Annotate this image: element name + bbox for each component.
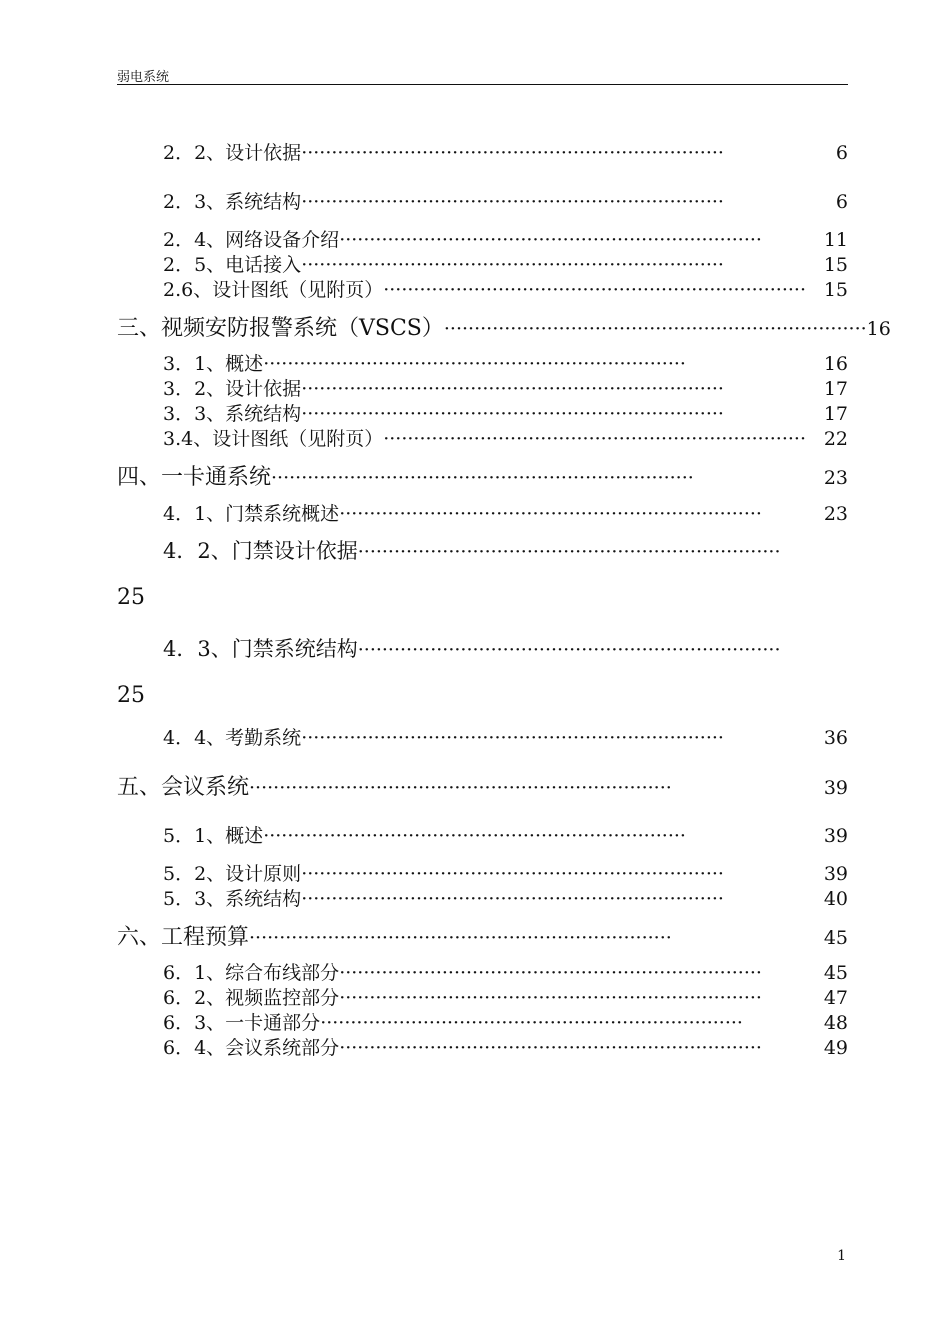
- toc-entry-3-2[interactable]: [163, 374, 848, 401]
- toc-leader-dots: ······································································: [383, 279, 806, 301]
- toc-entry-page: 6: [835, 142, 848, 164]
- toc-entry-chapter-5[interactable]: [117, 770, 848, 801]
- toc-entry-2-2[interactable]: [163, 138, 848, 165]
- toc-entry-6-3[interactable]: [163, 1008, 848, 1035]
- page-header: [117, 64, 848, 85]
- toc-entry-text: 六、工程预算: [117, 925, 250, 950]
- toc-entry-text: 2.6、设计图纸（见附页）: [163, 279, 384, 301]
- toc-leader-dots: ······································································: [249, 927, 672, 949]
- toc-leader-dots: ······································································: [339, 503, 762, 525]
- toc-entry-2-5[interactable]: [163, 250, 848, 277]
- toc-entry-page: 40: [823, 888, 848, 910]
- toc-entry-4-3[interactable]: [163, 633, 848, 663]
- toc-entry-text: 3．2、设计依据: [163, 378, 302, 400]
- toc-leader-dots: ······································································: [357, 541, 781, 563]
- toc-entry-page: 16: [866, 318, 891, 340]
- toc-entry-text: 6．2、视频监控部分: [163, 987, 340, 1009]
- toc-leader-dots: ······································································: [383, 428, 806, 450]
- toc-entry-chapter-6[interactable]: [117, 920, 848, 951]
- toc-entry-4-4[interactable]: [163, 723, 848, 750]
- toc-entry-5-1[interactable]: [163, 821, 848, 848]
- toc-entry-4-1[interactable]: [163, 499, 848, 526]
- toc-entry-2-6[interactable]: [163, 275, 848, 302]
- toc-entry-text: 四、一卡通系统: [117, 465, 272, 490]
- toc-entry-page: 45: [823, 962, 848, 984]
- toc-entry-6-1[interactable]: [163, 958, 848, 985]
- toc-entry-text: 2．3、系统结构: [163, 191, 302, 213]
- toc-leader-dots: ······································································: [271, 467, 694, 489]
- toc-entry-page: 6: [835, 191, 848, 213]
- toc-entry-5-2[interactable]: [163, 859, 848, 886]
- toc-entry-page: 23: [823, 503, 848, 525]
- toc-entry-text: 3．1、概述: [163, 353, 264, 375]
- toc-leader-dots: ······································································: [339, 987, 762, 1009]
- toc-entry-3-1[interactable]: [163, 349, 848, 376]
- toc-leader-dots: ······································································: [263, 825, 686, 847]
- toc-entry-page: 22: [823, 428, 848, 450]
- header-title: 弱电系统: [117, 70, 170, 85]
- toc-entry-page: 45: [823, 927, 848, 949]
- toc-leader-dots: ······································································: [263, 353, 686, 375]
- toc-leader-dots: ······································································: [320, 1012, 743, 1034]
- toc-entry-page: 23: [823, 467, 848, 489]
- toc-leader-dots: ······································································: [301, 142, 724, 164]
- toc-entry-text: 6．4、会议系统部分: [163, 1037, 340, 1059]
- toc-entry-6-4[interactable]: [163, 1033, 848, 1060]
- toc-entry-text: 5．3、系统结构: [163, 888, 302, 910]
- toc-entry-page: 15: [823, 254, 848, 276]
- page-number: 1: [837, 1248, 846, 1264]
- toc-entry-page: 16: [823, 353, 848, 375]
- toc-entry-page-wrapped: 25: [117, 683, 145, 708]
- toc-entry-page: 39: [823, 825, 848, 847]
- toc-entry-text: 4．1、门禁系统概述: [163, 503, 340, 525]
- toc-entry-page: 36: [823, 727, 848, 749]
- toc-entry-text: 五、会议系统: [117, 775, 250, 800]
- toc-entry-2-4[interactable]: [163, 225, 848, 252]
- toc-leader-dots: ······································································: [301, 191, 724, 213]
- toc-entry-chapter-4[interactable]: [117, 460, 848, 491]
- toc-entry-page: 39: [823, 863, 848, 885]
- toc-leader-dots: ······································································: [339, 229, 762, 251]
- toc-leader-dots: ······································································: [301, 888, 724, 910]
- toc-entry-text: 4．4、考勤系统: [163, 727, 302, 749]
- toc-leader-dots: ······································································: [301, 863, 724, 885]
- toc-leader-dots: ······································································: [301, 378, 724, 400]
- toc-entry-text: 2．4、网络设备介绍: [163, 229, 340, 251]
- toc-entry-6-2[interactable]: [163, 983, 848, 1010]
- toc-entry-page: 15: [823, 279, 848, 301]
- toc-entry-text: 三、视频安防报警系统（VSCS）: [117, 316, 444, 341]
- toc-leader-dots: ······································································: [443, 318, 867, 340]
- toc-leader-dots: ······································································: [339, 962, 762, 984]
- toc-leader-dots: ······································································: [301, 403, 724, 425]
- toc-entry-page: 17: [823, 378, 848, 400]
- toc-entry-page-wrapped: 25: [117, 585, 145, 610]
- toc-entry-5-3[interactable]: [163, 884, 848, 911]
- toc-entry-text: 2．2、设计依据: [163, 142, 302, 164]
- toc-entry-page: 47: [823, 987, 848, 1009]
- toc-entry-4-2[interactable]: [163, 535, 848, 565]
- toc-leader-dots: ······································································: [357, 639, 781, 661]
- toc-entry-text: 6．3、一卡通部分: [163, 1012, 321, 1034]
- toc-entry-text: 3.4、设计图纸（见附页）: [163, 428, 384, 450]
- toc-entry-text: 5．1、概述: [163, 825, 264, 847]
- toc-leader-dots: ······································································: [301, 727, 724, 749]
- toc-entry-text: 5．2、设计原则: [163, 863, 302, 885]
- toc-entry-text: 6．1、综合布线部分: [163, 962, 340, 984]
- toc-entry-chapter-3[interactable]: [117, 311, 891, 342]
- toc-entry-page: 49: [823, 1037, 848, 1059]
- toc-entry-3-4[interactable]: [163, 424, 848, 451]
- toc-entry-page: 39: [823, 777, 848, 799]
- toc-entry-page: 48: [823, 1012, 848, 1034]
- toc-entry-text: 4．2、门禁设计依据: [163, 539, 358, 563]
- toc-entry-3-3[interactable]: [163, 399, 848, 426]
- toc-entry-text: 2．5、电话接入: [163, 254, 302, 276]
- toc-entry-text: 3．3、系统结构: [163, 403, 302, 425]
- toc-leader-dots: ······································································: [249, 777, 672, 799]
- toc-leader-dots: ······································································: [301, 254, 724, 276]
- toc-entry-text: 4．3、门禁系统结构: [163, 637, 358, 661]
- toc-entry-2-3[interactable]: [163, 187, 848, 214]
- toc-entry-page: 17: [823, 403, 848, 425]
- toc-leader-dots: ······································································: [339, 1037, 762, 1059]
- toc-entry-page: 11: [823, 229, 848, 251]
